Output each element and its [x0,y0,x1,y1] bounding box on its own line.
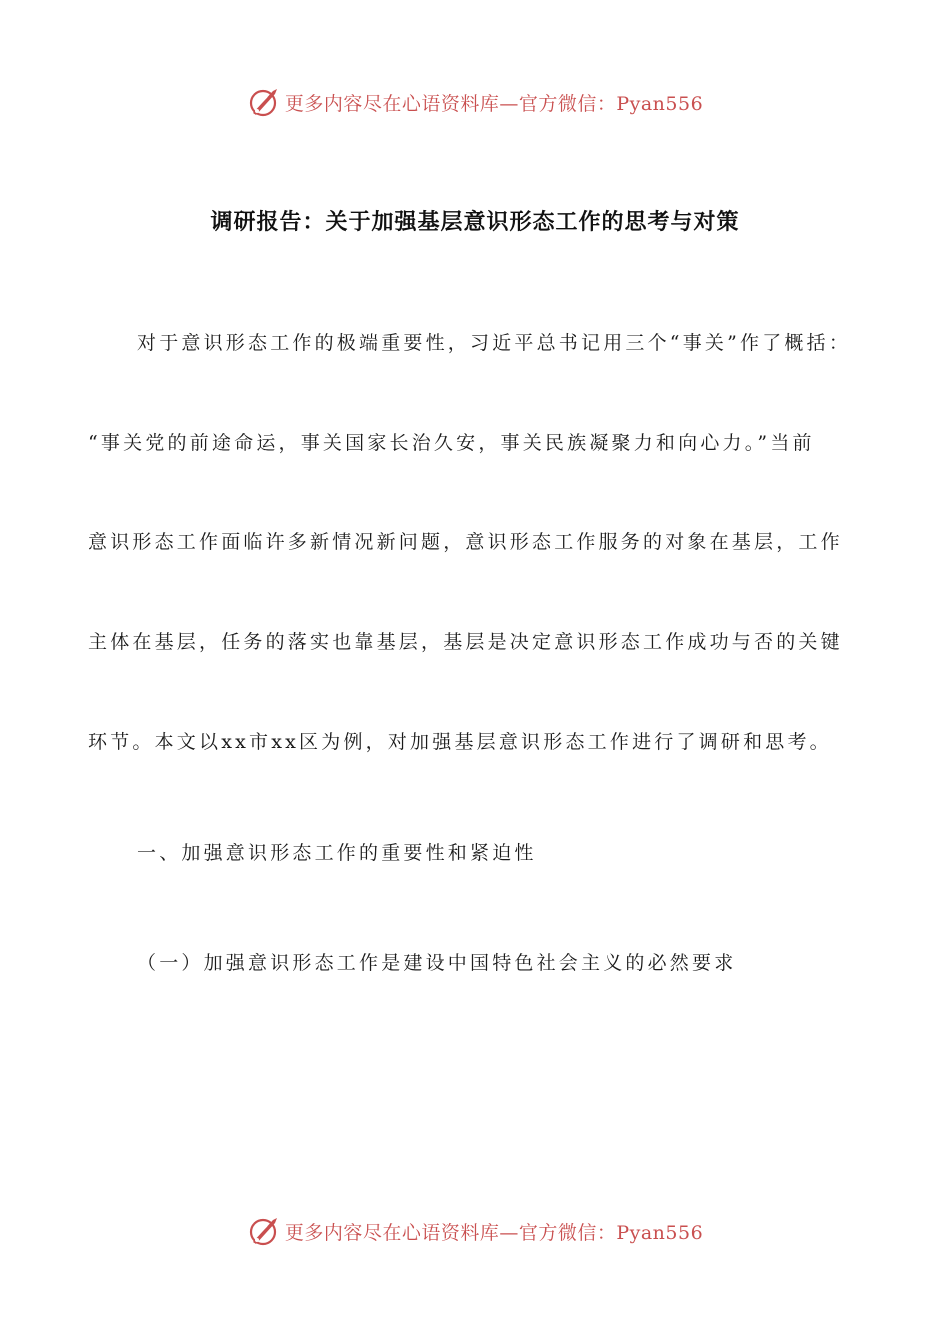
paragraph-line: 意识形态工作面临许多新情况新问题，意识形态工作服务的对象在基层，工作 [88,531,843,553]
quill-seal-icon [247,85,281,119]
banner-text: 更多内容尽在心语资料库—官方微信：Pyan556 [284,92,704,115]
quill-seal-icon [247,1214,281,1248]
paragraph-line: 环节。本文以xx市xx区为例，对加强基层意识形态工作进行了调研和思考。 [88,731,832,753]
subsection-heading: （一）加强意识形态工作是建设中国特色社会主义的必然要求 [137,952,737,974]
header-banner [0,82,950,122]
section-heading: 一、加强意识形态工作的重要性和紧迫性 [137,842,537,864]
paragraph-line: 主体在基层，任务的落实也靠基层，基层是决定意识形态工作成功与否的关键 [88,631,843,653]
banner-text: 更多内容尽在心语资料库—官方微信：Pyan556 [284,1221,704,1244]
document-title: 调研报告：关于加强基层意识形态工作的思考与对策 [210,210,740,235]
paragraph-line: 对于意识形态工作的极端重要性，习近平总书记用三个“事关”作了概括： [137,332,852,354]
footer-banner [0,1211,950,1251]
paragraph-line: “事关党的前途命运，事关国家长治久安，事关民族凝聚力和向心力。”当前 [88,432,815,454]
